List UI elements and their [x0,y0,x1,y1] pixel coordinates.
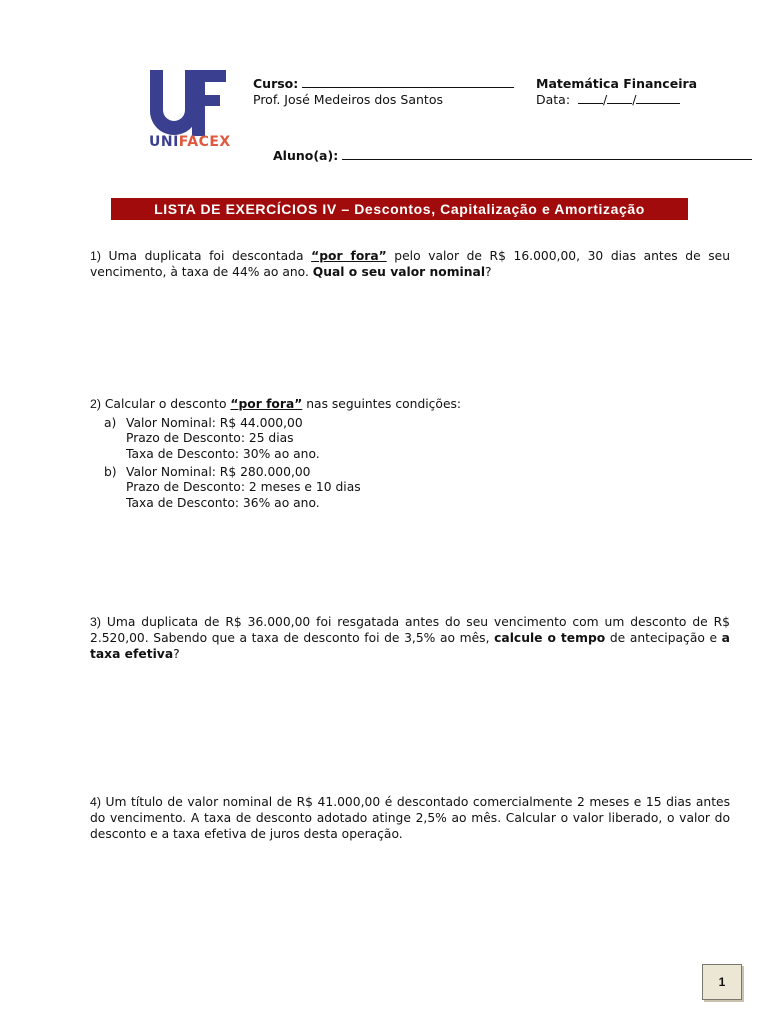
page-number: 1 [702,964,742,1000]
date-line: Data: / / [536,92,680,108]
professor-name: Prof. José Medeiros dos Santos [253,92,443,107]
q2-item-b-details: Valor Nominal: R$ 280.000,00 Prazo de Desconto: 2 meses e 10 dias Taxa de Desconto: 36% ao ano. [126,465,361,510]
q2-item-a-details: Valor Nominal: R$ 44.000,00 Prazo de Desconto: 25 dias Taxa de Desconto: 30% ao ano. [126,416,320,461]
curso-label: Curso: [253,76,299,91]
curso-line [253,76,514,92]
aluno-line [273,148,752,164]
question-2: 2) Calcular o desconto “por fora” nas seguintes condições: [90,397,462,411]
date-year-field[interactable] [636,92,680,104]
aluno-label: Aluno(a): [273,148,339,163]
curso-field[interactable] [302,76,514,88]
date-month-field[interactable] [607,92,632,104]
unifacex-logo-mark [147,70,227,136]
date-day-field[interactable] [578,92,603,104]
subject-title: Matemática Financeira [536,76,698,91]
question-4: 4) Um título de valor nominal de R$ 41.000,00 é descontado comercialmente 2 meses e 15 dias antes do vencimento. A taxa de desconto adotado atinge 2,5% ao mês. Calcular o valor liberado, o valor do desconto e a taxa efetiva de juros desta operação. [90,795,730,841]
q2-item-a: a) Valor Nominal: R$ 44.000,00 Prazo de Desconto: 25 dias Taxa de Desconto: 30% ao ano. [104,416,320,461]
question-1: 1) Uma duplicata foi descontada “por fora” pelo valor de R$ 16.000,00, 30 dias antes de seu vencimento, à taxa de 44% ao ano. Qual o seu valor nominal? [90,249,731,279]
question-3: 3) Uma duplicata de R$ 36.000,00 foi resgatada antes do seu vencimento com um desconto de R$ 2.520,00. Sabendo que a taxa de desconto foi de 3,5% ao mês, calcule o tempo de antecipação e a taxa efetiva? [90,615,730,661]
por-fora-emphasis: “por fora” [311,249,387,263]
por-fora-emphasis: “por fora” [230,397,303,411]
q2-item-b: b) Valor Nominal: R$ 280.000,00 Prazo de Desconto: 2 meses e 10 dias Taxa de Desconto: 36% ao ano. [104,465,361,510]
date-label: Data: [536,92,571,107]
exercise-list-title: LISTA DE EXERCÍCIOS IV – Descontos, Capitalização e Amortização [111,198,688,220]
aluno-field[interactable] [342,148,752,160]
unifacex-logo-text: UNIFACEX [149,134,231,150]
